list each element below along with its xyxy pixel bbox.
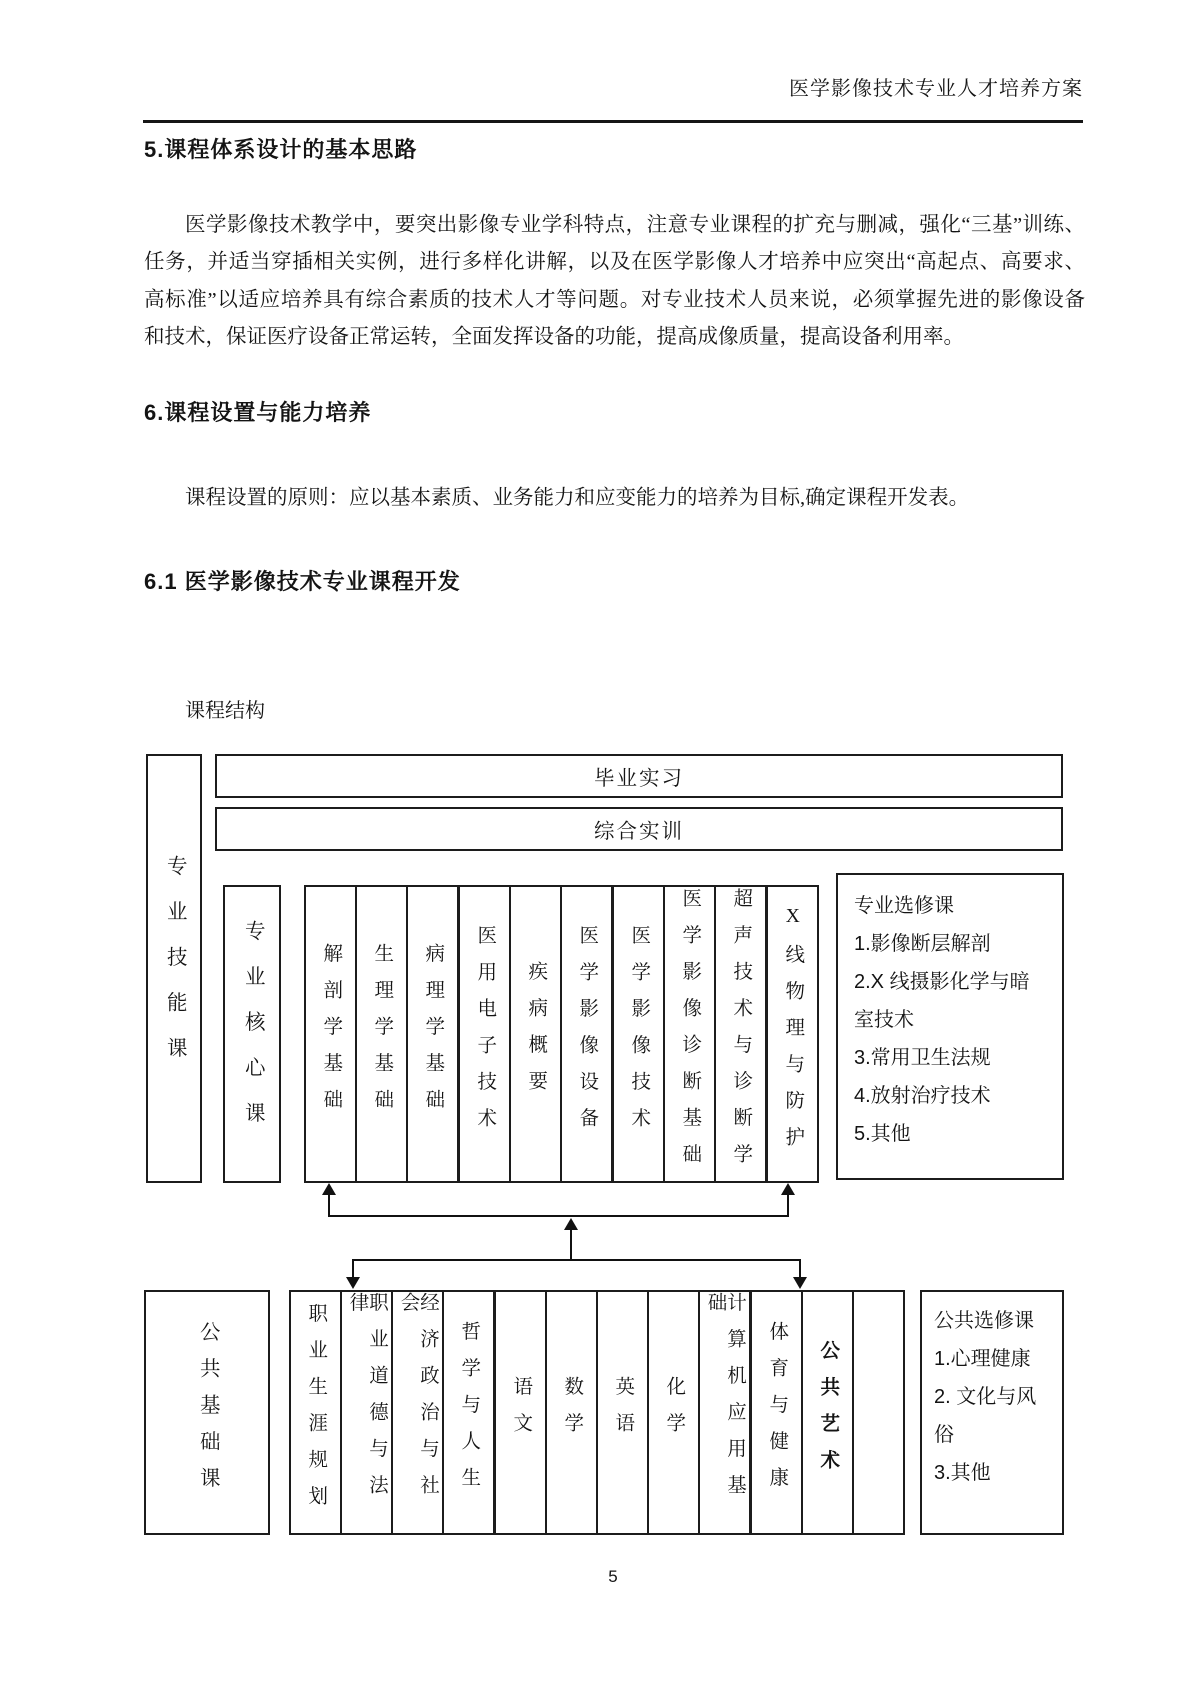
connector-line — [328, 1194, 330, 1217]
course-column — [698, 1290, 751, 1535]
paragraph-line: 高标准”以适应培养具有综合素质的技术人才等问题。对专业技术人员来说，必须掌握先进的影像设备 — [144, 288, 1085, 311]
arrow-up-icon — [564, 1218, 578, 1230]
course-column — [750, 1290, 803, 1535]
course-column — [663, 885, 716, 1183]
course-column — [442, 1290, 495, 1535]
course-label: 医学影像技术 — [628, 924, 650, 1144]
section-5-title: 5.课程体系设计的基本思路 — [144, 137, 418, 162]
course-column — [766, 885, 819, 1183]
course-label: 医学影像诊断基础 — [679, 888, 701, 1180]
group-label: 专业核心课 — [241, 920, 264, 1148]
arrow-down-icon — [346, 1277, 360, 1289]
group-box-professional-skills — [146, 754, 202, 1183]
section-6-title: 6.课程设置与能力培养 — [144, 400, 372, 425]
elective-item: 3.其他 — [934, 1462, 991, 1484]
course-label: 哲学与人生 — [458, 1321, 480, 1504]
connector-line — [352, 1259, 354, 1279]
professional-elective-box — [836, 873, 1064, 1180]
paragraph-line: 任务，并适当穿插相关实例，进行多样化讲解，以及在医学影像人才培养中应突出“高起点、高要求、 — [144, 251, 1085, 274]
elective-item: 2.X 线摄影化学与暗室技术 — [854, 971, 1030, 1031]
course-label: 英语 — [612, 1376, 634, 1449]
elective-item: 5.其他 — [854, 1123, 911, 1145]
elective-item: 4.放射治疗技术 — [854, 1085, 991, 1107]
public-elective-box — [920, 1290, 1064, 1535]
course-column — [355, 885, 408, 1183]
group-box-public-basic — [144, 1290, 270, 1535]
course-label: 病理学基础 — [422, 942, 444, 1126]
course-label: 职业道德与法律 — [346, 1292, 387, 1511]
course-column-empty — [852, 1290, 905, 1535]
header-title: 医学影像技术专业人才培养方案 — [789, 78, 1083, 100]
paragraph-line: 医学影像技术教学中，要突出影像专业学科特点，注意专业课程的扩充与删减，强化“三基”训练、 — [185, 214, 1085, 236]
course-label: 疾病概要 — [525, 961, 547, 1107]
course-column — [612, 885, 665, 1183]
section-6-paragraph: 课程设置的原则：应以基本素质、业务能力和应变能力的培养为目标,确定课程开发表。 — [185, 487, 970, 509]
connector-line — [787, 1194, 789, 1217]
course-label: 语文 — [510, 1376, 532, 1449]
connector-line — [799, 1259, 801, 1279]
elective-item: 1.心理健康 — [934, 1348, 1031, 1370]
connector-line — [352, 1259, 801, 1261]
course-label: 医学影像设备 — [576, 924, 598, 1144]
arrow-up-icon — [322, 1183, 336, 1195]
connector-line — [570, 1229, 572, 1261]
course-label: 职业生涯规划 — [305, 1303, 327, 1522]
course-column — [406, 885, 459, 1183]
course-column — [801, 1290, 854, 1535]
elective-title: 公共选修课 — [934, 1310, 1034, 1332]
bar-comprehensive-training — [215, 807, 1063, 851]
page-number: 5 — [608, 1567, 618, 1586]
course-label: 数学 — [561, 1376, 583, 1449]
course-label: 医用电子技术 — [474, 924, 496, 1144]
course-column — [289, 1290, 342, 1535]
course-label: 生理学基础 — [371, 942, 393, 1126]
group-label: 公共基础课 — [196, 1321, 219, 1504]
course-column — [340, 1290, 393, 1535]
course-column — [647, 1290, 700, 1535]
course-column — [714, 885, 767, 1183]
header-rule — [143, 120, 1083, 123]
course-label: 公共艺术 — [817, 1339, 840, 1486]
section-5-paragraph — [144, 207, 1085, 356]
course-label: 计算机应用基础 — [704, 1292, 745, 1511]
course-column — [545, 1290, 598, 1535]
course-column — [391, 1290, 444, 1535]
diagram-label: 课程结构 — [185, 700, 265, 722]
course-column — [509, 885, 562, 1183]
elective-item: 3.常用卫生法规 — [854, 1047, 991, 1069]
arrow-down-icon — [793, 1277, 807, 1289]
elective-item: 2. 文化与风俗 — [934, 1386, 1037, 1446]
course-label: X线物理与防护 — [782, 905, 804, 1163]
elective-item: 1.影像断层解剖 — [854, 933, 991, 955]
bar-label: 毕业实习 — [594, 768, 684, 790]
bar-graduation-internship — [215, 754, 1063, 798]
course-label: 经济政治与社会 — [397, 1292, 438, 1511]
course-column — [596, 1290, 649, 1535]
paragraph-line: 和技术，保证医疗设备正常运转，全面发挥设备的功能，提高成像质量，提高设备利用率。 — [144, 325, 964, 348]
course-column — [494, 1290, 547, 1535]
course-column — [458, 885, 511, 1183]
section-6-1-title: 6.1 医学影像技术专业课程开发 — [144, 569, 461, 594]
group-box-professional-core — [223, 885, 281, 1183]
course-column — [560, 885, 613, 1183]
course-label: 超声技术与诊断学 — [730, 888, 752, 1180]
group-label: 专业技能课 — [163, 854, 186, 1083]
connector-line — [329, 1215, 789, 1217]
course-label: 解剖学基础 — [320, 942, 342, 1126]
elective-title: 专业选修课 — [854, 895, 954, 917]
course-label: 化学 — [663, 1376, 685, 1449]
arrow-up-icon — [781, 1183, 795, 1195]
course-label: 体育与健康 — [766, 1321, 788, 1504]
bar-label: 综合实训 — [594, 821, 684, 843]
course-column — [304, 885, 357, 1183]
